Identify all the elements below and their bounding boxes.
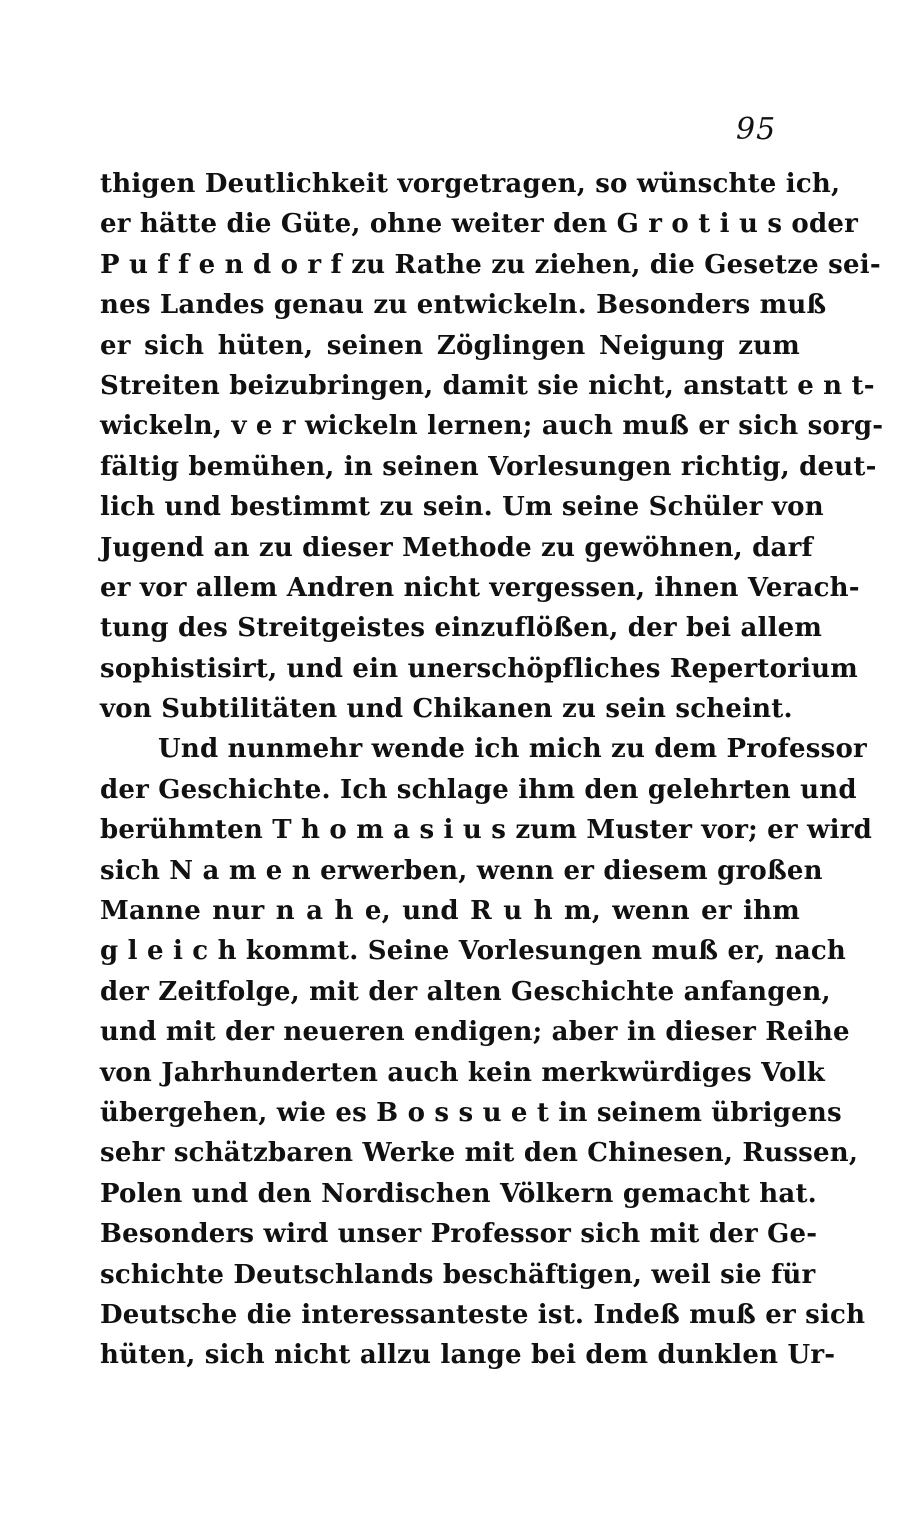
text-line: sophistisirt, und ein unerschöpfliches Repertorium (100, 653, 858, 684)
text-line: Streiten beizubringen, damit sie nicht, anstatt e n t- (100, 370, 875, 401)
text-line: fältig bemühen, in seinen Vorlesungen richtig, deut- (100, 451, 877, 482)
text-line: der Geschichte. Ich schlage ihm den gelehrten und (100, 774, 857, 805)
paragraph-start-line: Und nunmehr wende ich mich zu dem Professor (158, 734, 867, 765)
text-line: nes Landes genau zu entwickeln. Besonders muß (100, 290, 827, 321)
text-line: er hätte die Güte, ohne weiter den G r o t i u s oder (100, 209, 858, 240)
text-line: hüten, sich nicht allzu lange bei dem dunklen Ur- (100, 1340, 836, 1371)
text-line: Jugend an zu dieser Methode zu gewöhnen, darf (100, 532, 813, 563)
text-line: berühmten T h o m a s i u s zum Muster vor; er wird (100, 815, 872, 846)
text-line: sich N a m e n erwerben, wenn er diesem großen (100, 855, 823, 886)
text-line: thigen Deutlichkeit vorgetragen, so wünschte ich, (100, 169, 841, 199)
text-line: tung des Streitgeistes einzuflößen, der bei allem (100, 613, 823, 644)
text-line: übergehen, wie es B o s s u e t in seinem übrigens (100, 1097, 842, 1128)
text-line: lich und bestimmt zu sein. Um seine Schüler von (100, 492, 824, 523)
text-line: der Zeitfolge, mit der alten Geschichte anfangen, (100, 976, 831, 1007)
text-line: schichte Deutschlands beschäftigen, weil sie für (100, 1259, 816, 1290)
body-text (100, 164, 884, 1376)
text-line: er sich hüten, seinen Zöglingen Neigung zum (100, 330, 800, 361)
text-line: und mit der neueren endigen; aber in dieser Reihe (100, 1017, 850, 1048)
text-line: sehr schätzbaren Werke mit den Chinesen, Russen, (100, 1138, 859, 1169)
text-line: P u f f e n d o r f zu Rathe zu ziehen, die Gesetze sei- (100, 249, 881, 280)
page-number: 95 (736, 112, 777, 147)
text-line: g l e i c h kommt. Seine Vorlesungen muß er, nach (100, 936, 847, 967)
text-line: Deutsche die interessanteste ist. Indeß muß er sich (100, 1299, 866, 1330)
text-line: er vor allem Andren nicht vergessen, ihnen Verach- (100, 572, 860, 603)
text-line: von Jahrhunderten auch kein merkwürdiges Volk (100, 1057, 825, 1088)
text-line: Manne nur n a h e, und R u h m, wenn er ihm (100, 896, 800, 927)
text-line: wickeln, v e r wickeln lernen; auch muß er sich sorg- (100, 411, 884, 442)
text-line: Polen und den Nordischen Völkern gemacht hat. (100, 1178, 817, 1209)
text-line: Besonders wird unser Professor sich mit der Ge- (100, 1219, 818, 1250)
paragraph-end-line: von Subtilitäten und Chikanen zu sein scheint. (100, 694, 793, 725)
